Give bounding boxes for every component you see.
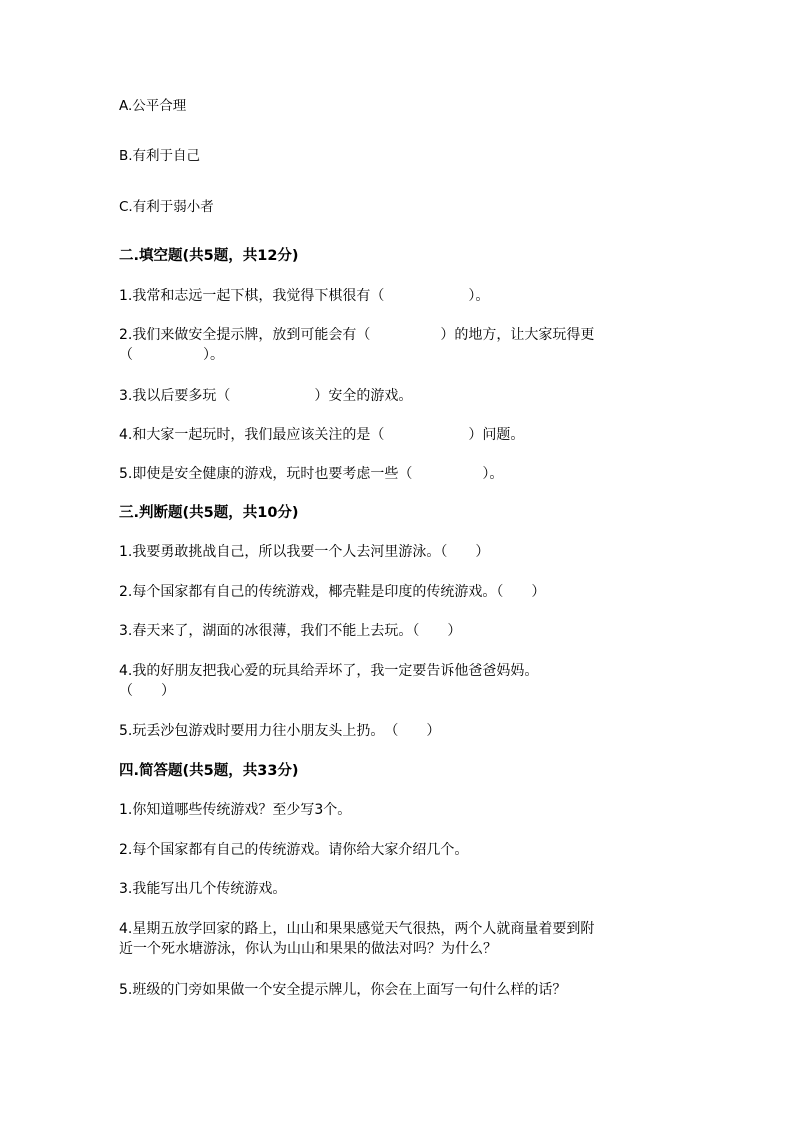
question-item: 1.你知道哪些传统游戏？至少写3个。: [119, 802, 352, 818]
question-item-continued: （ ）。: [119, 347, 224, 363]
question-item: 2.我们来做安全提示牌，放到可能会有（ ）的地方，让大家玩得更: [119, 327, 595, 343]
question-item: 4.和大家一起玩时，我们最应该关注的是（ ）问题。: [119, 427, 525, 443]
section-title-fill-blank: 二.填空题(共5题，共12分): [119, 248, 299, 264]
section-title-short-answer: 四.简答题(共5题，共33分): [119, 763, 299, 779]
section-title-true-false: 三.判断题(共5题，共10分): [119, 505, 299, 521]
question-item: 5.玩丢沙包游戏时要用力往小朋友头上扔。 （ ）: [119, 723, 441, 739]
question-item: 2.每个国家都有自己的传统游戏。请你给大家介绍几个。: [119, 842, 469, 858]
question-item: 1.我要勇敢挑战自己，所以我要一个人去河里游泳。（ ）: [119, 544, 490, 560]
question-item: 3.我能写出几个传统游戏。: [119, 881, 287, 897]
question-item: 5.班级的门旁如果做一个安全提示牌儿，你会在上面写一句什么样的话？: [119, 982, 567, 998]
question-item: 5.即使是安全健康的游戏，玩时也要考虑一些（ ）。: [119, 466, 504, 482]
question-item: 3.春天来了，湖面的冰很薄，我们不能上去玩。（ ）: [119, 623, 462, 639]
question-item: 3.我以后要多玩（ ）安全的游戏。: [119, 388, 413, 404]
question-item: 1.我常和志远一起下棋，我觉得下棋很有（ ）。: [119, 288, 490, 304]
question-item-continued: 近一个死水塘游泳，你认为山山和果果的做法对吗？为什么？: [119, 941, 497, 957]
question-item: 4.我的好朋友把我心爱的玩具给弄坏了，我一定要告诉他爸爸妈妈。: [119, 663, 539, 679]
option-c: C.有利于弱小者: [119, 199, 214, 215]
question-item: 2.每个国家都有自己的传统游戏，椰壳鞋是印度的传统游戏。（ ）: [119, 584, 546, 600]
question-item: 4.星期五放学回家的路上，山山和果果感觉天气很热，两个人就商量着要到附: [119, 921, 595, 937]
option-a: A.公平合理: [119, 98, 187, 114]
question-item-continued: （ ）: [119, 683, 175, 699]
option-b: B.有利于自己: [119, 148, 201, 164]
